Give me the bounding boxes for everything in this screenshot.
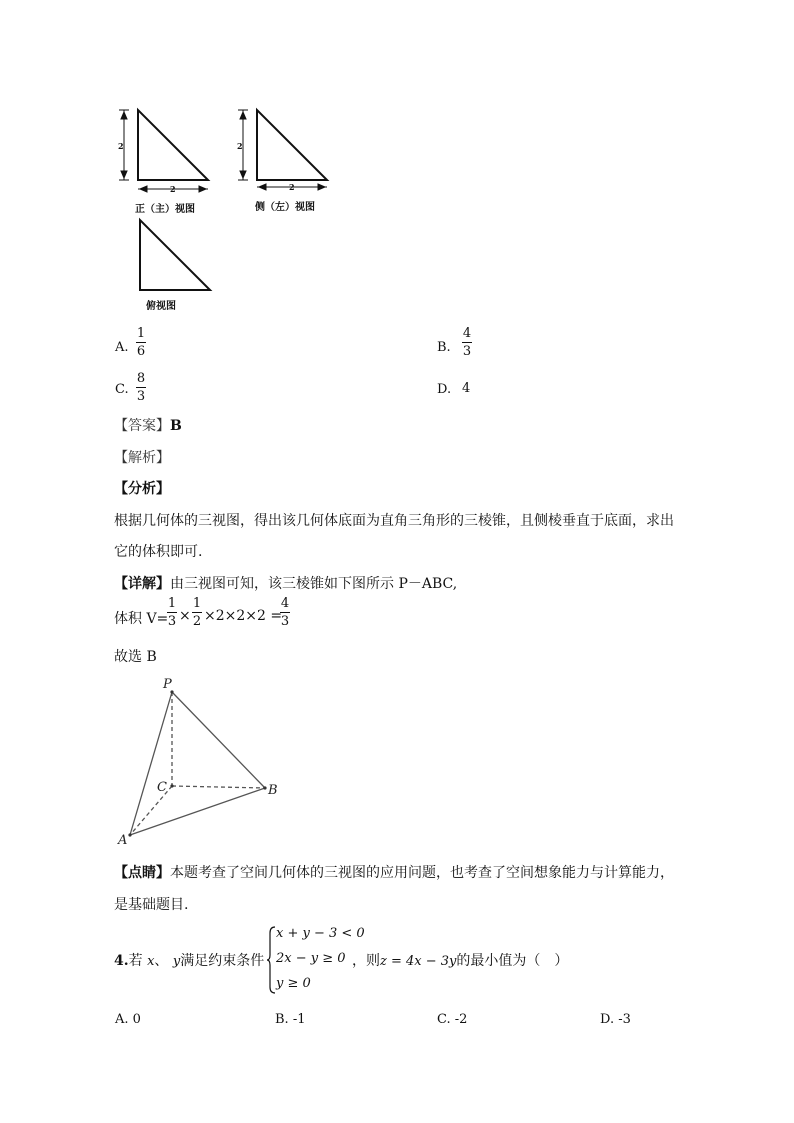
option-a-fraction: 1 6	[136, 326, 146, 359]
volume-times: ×	[179, 608, 191, 624]
fenxi-label: 【分析】	[114, 481, 170, 497]
side-height-label: 2	[237, 141, 243, 151]
fenxi-line1: 根据几何体的三视图，得出该几何体底面为直角三角形的三棱锥，且侧棱垂直于底面，求出	[114, 513, 674, 529]
constraint-2: 2x − y ≥ 0	[276, 951, 346, 966]
vertex-c: C	[157, 780, 167, 795]
answer-value: B	[170, 418, 182, 434]
option-d-value: 4	[462, 381, 471, 396]
side-view-label: 侧（左）视图	[255, 202, 315, 213]
option-c-fraction: 8 3	[136, 371, 146, 404]
dianjing-line1	[114, 862, 674, 882]
q4-option-c: C. -2	[437, 1012, 468, 1027]
option-d-letter: D.	[437, 382, 452, 397]
top-view	[140, 220, 210, 290]
q4-var-y: y	[172, 954, 181, 969]
volume-prefix: 体积 V=	[114, 611, 169, 627]
q4-stem	[114, 950, 264, 970]
q4-option-b: B. -1	[275, 1012, 306, 1027]
constraint-brace	[266, 925, 276, 995]
front-width-label: 2	[170, 184, 176, 194]
q4-cond: 满足约束条件	[180, 953, 265, 969]
option-a-letter: A.	[115, 340, 129, 355]
front-height-label: 2	[118, 141, 124, 151]
constraint-1: x + y − 3 < 0	[276, 926, 365, 941]
option-b-letter: B.	[437, 340, 451, 355]
q4-number: 4.	[114, 953, 129, 969]
side-view	[238, 110, 327, 190]
volume-fraction-1: 1 3	[167, 596, 177, 629]
q4-then: ，则	[352, 953, 380, 969]
vertex-p: P	[163, 677, 172, 692]
constraint-3: y ≥ 0	[276, 976, 311, 991]
analysis-label: 【解析】	[114, 450, 170, 466]
q4-var-x: x	[147, 954, 155, 969]
vertex-b: B	[268, 783, 278, 798]
dianjing-line2: 是基础题目.	[114, 897, 189, 913]
pyramid-figure	[110, 670, 300, 855]
detail-line	[114, 573, 457, 593]
q4-option-d: D. -3	[600, 1012, 631, 1027]
volume-fraction-2: 1 2	[192, 596, 202, 629]
top-view-label: 俯视图	[146, 301, 176, 312]
q4-tail	[352, 950, 568, 970]
option-c-letter: C.	[115, 382, 129, 397]
fenxi-line2: 它的体积即可.	[114, 544, 203, 560]
q4-ask: 的最小值为（ ）	[456, 953, 569, 969]
q4-objective: z = 4x − 3y	[380, 954, 457, 969]
option-b-fraction: 4 3	[462, 326, 472, 359]
front-view-label: 正（主）视图	[135, 204, 195, 215]
detail-text: 由三视图可知，该三棱锥如下图所示 P－ABC,	[170, 576, 458, 592]
answer-line	[114, 415, 182, 435]
conclusion: 故选 B	[114, 649, 157, 665]
volume-result: 4 3	[280, 596, 290, 629]
q4-pre: 若	[128, 953, 143, 969]
q4-sep: 、	[154, 953, 169, 969]
side-width-label: 2	[289, 182, 295, 192]
dianjing-text: 本题考查了空间几何体的三视图的应用问题，也考查了空间想象能力与计算能力，	[170, 865, 674, 881]
detail-label: 【详解】	[114, 576, 170, 592]
front-view	[119, 110, 208, 192]
q4-option-a: A. 0	[115, 1012, 141, 1027]
answer-label: 【答案】	[114, 418, 170, 434]
vertex-a: A	[118, 833, 128, 848]
volume-product: ×2×2×2 =	[204, 608, 283, 624]
dianjing-label: 【点睛】	[114, 865, 170, 881]
